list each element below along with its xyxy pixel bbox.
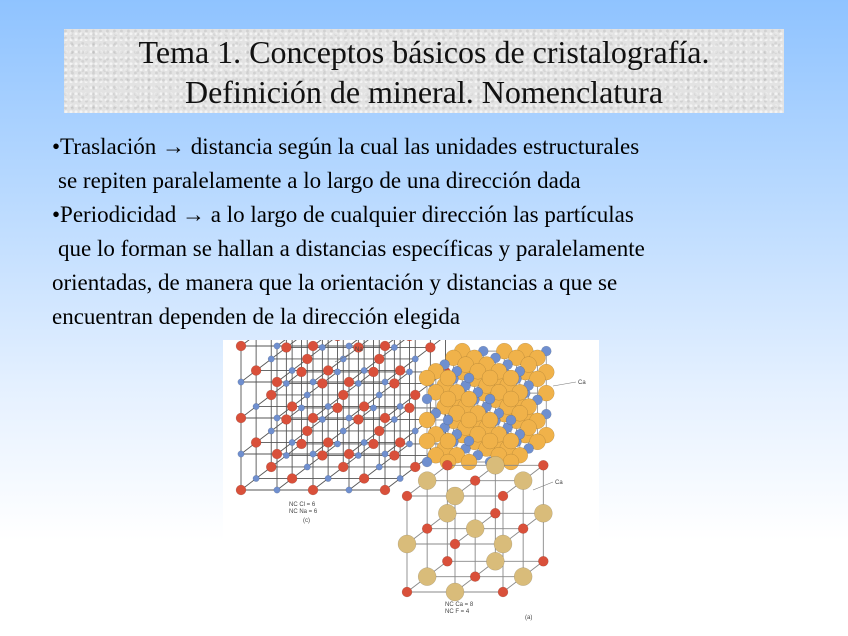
- body-text: [52, 130, 812, 334]
- nacl-panel-label: (c): [303, 518, 310, 524]
- lattice-atom: [534, 504, 552, 522]
- lattice-atom: [376, 464, 382, 470]
- lattice-atom: [236, 341, 246, 351]
- lattice-atom: [503, 370, 519, 386]
- lattice-atom: [440, 391, 456, 407]
- body-line: encuentran dependen de la dirección elegida: [52, 304, 461, 329]
- lattice-atom: [410, 390, 420, 400]
- fluorite-lattice-top: [419, 343, 554, 470]
- lattice-atom: [274, 415, 280, 421]
- lattice-atom: [266, 462, 276, 472]
- nacl-lattice: [236, 340, 450, 495]
- lattice-atom: [353, 414, 363, 424]
- lattice-atom: [391, 344, 397, 350]
- lattice-atom: [412, 428, 418, 434]
- lattice-atom: [346, 415, 352, 421]
- lattice-atom: [470, 476, 480, 486]
- fluorite-top-tag: Ca: [578, 380, 586, 386]
- title-line-1: Tema 1. Conceptos básicos de cristalografía.: [138, 34, 710, 70]
- lattice-atom: [302, 426, 312, 436]
- lattice-atom: [253, 475, 259, 481]
- lattice-atom: [498, 587, 508, 597]
- lattice-atom: [370, 405, 376, 411]
- lattice-atom: [325, 403, 331, 409]
- lattice-atom: [281, 414, 291, 424]
- lattice-atom: [443, 415, 453, 425]
- lattice-atom: [283, 380, 289, 386]
- lattice-atom: [308, 485, 318, 495]
- lattice-atom: [359, 401, 369, 411]
- lattice-atom: [461, 454, 477, 470]
- lattice-atom: [418, 472, 436, 490]
- lattice-atom: [346, 487, 352, 493]
- lattice-atom: [355, 452, 361, 458]
- lattice-atom: [236, 413, 246, 423]
- lattice-atom: [304, 392, 310, 398]
- lattice-atom: [325, 475, 331, 481]
- nacl-nc-na: NC Na = 6: [289, 509, 318, 515]
- fluorite-bottom-tag: Ca: [555, 480, 563, 486]
- lattice-atom: [470, 572, 480, 582]
- lattice-atom: [425, 342, 435, 352]
- lattice-atom: [395, 437, 405, 447]
- lattice-atom: [490, 508, 500, 518]
- lattice-atom: [380, 413, 390, 423]
- lattice-atom: [494, 535, 512, 553]
- lattice-atom: [514, 568, 532, 586]
- lattice-atom: [389, 378, 399, 388]
- lattice-atom: [498, 491, 508, 501]
- lattice-atom: [397, 403, 403, 409]
- lattice-atom: [238, 451, 244, 457]
- lattice-atom: [538, 460, 548, 470]
- lattice-atom: [503, 391, 519, 407]
- lattice-atom: [272, 449, 282, 459]
- body-line: •Traslación → distancia según la cual las unidades estructurales: [52, 134, 640, 159]
- lattice-atom: [419, 433, 435, 449]
- lattice-atom: [482, 370, 498, 386]
- lattice-atom: [464, 436, 474, 446]
- lattice-atom: [238, 379, 244, 385]
- lattice-atom: [397, 475, 403, 481]
- lattice-atom: [334, 369, 340, 375]
- lattice-atom: [461, 391, 477, 407]
- lattice-atom: [268, 428, 274, 434]
- lattice-atom: [422, 394, 432, 404]
- lattice-atom: [274, 487, 280, 493]
- body-line: que lo forman se hallan a distancias específicas y paralelamente: [58, 236, 645, 261]
- lattice-atom: [338, 462, 348, 472]
- lattice-atom: [389, 450, 399, 460]
- lattice-atom: [402, 491, 412, 501]
- lattice-atom: [355, 380, 361, 386]
- lattice-atom: [289, 367, 295, 373]
- lattice-atom: [446, 583, 464, 601]
- lattice-atom: [374, 354, 384, 364]
- lattice-atom: [419, 412, 435, 428]
- lattice-atom: [395, 365, 405, 375]
- lattice-atom: [266, 390, 276, 400]
- lattice-atom: [272, 377, 282, 387]
- lattice-atom: [298, 405, 304, 411]
- lattice-atom: [486, 456, 504, 474]
- lattice-atom: [440, 370, 456, 386]
- lattice-atom: [391, 416, 397, 422]
- lattice-atom: [412, 356, 418, 362]
- lattice-atom: [253, 403, 259, 409]
- lattice-atom: [302, 354, 312, 364]
- lattice-atom: [236, 485, 246, 495]
- lattice-atom: [442, 460, 452, 470]
- crystal-structures-svg: [223, 340, 599, 622]
- lattice-atom: [374, 426, 384, 436]
- crystal-structures-figure: [223, 340, 599, 622]
- lattice-atom: [440, 433, 456, 449]
- lattice-atom: [323, 365, 333, 375]
- lattice-atom: [359, 473, 369, 483]
- lattice-atom: [296, 439, 306, 449]
- lattice-atom: [346, 343, 352, 349]
- lattice-atom: [344, 449, 354, 459]
- lattice-atom: [503, 433, 519, 449]
- lattice-atom: [281, 342, 291, 352]
- lattice-atom: [514, 472, 532, 490]
- lattice-atom: [404, 340, 414, 341]
- lattice-atom: [332, 403, 342, 413]
- lattice-atom: [368, 367, 378, 377]
- lattice-atom: [419, 370, 435, 386]
- lattice-atom: [406, 441, 412, 447]
- lattice-atom: [442, 556, 452, 566]
- lattice-atom: [404, 403, 414, 413]
- lattice-atom: [503, 454, 519, 470]
- lattice-atom: [317, 450, 327, 460]
- lattice-atom: [308, 341, 318, 351]
- lattice-atom: [461, 412, 477, 428]
- lattice-atom: [251, 365, 261, 375]
- lattice-atom: [482, 433, 498, 449]
- body-line: se repiten paralelamente a lo largo de una dirección dada: [58, 168, 581, 193]
- lattice-atom: [466, 520, 484, 538]
- lattice-atom: [538, 556, 548, 566]
- lattice-atom: [296, 367, 306, 377]
- lattice-atom: [410, 462, 420, 472]
- lattice-atom: [418, 568, 436, 586]
- lattice-atom: [382, 379, 388, 385]
- lattice-atom: [368, 439, 378, 449]
- nacl-tag: Na: [355, 347, 363, 353]
- lattice-atom: [518, 524, 528, 534]
- lattice-atom: [289, 439, 295, 445]
- fluorite-nc-f: NC F = 4: [445, 609, 470, 615]
- lattice-atom: [319, 344, 325, 350]
- lattice-atom: [406, 369, 412, 375]
- lattice-atom: [380, 485, 390, 495]
- lattice-atom: [287, 473, 297, 483]
- body-line: orientadas, de manera que la orientación y distancias a que se: [52, 270, 618, 295]
- lattice-atom: [446, 487, 464, 505]
- lattice-atom: [310, 451, 316, 457]
- lattice-atom: [361, 367, 367, 373]
- lattice-atom: [283, 452, 289, 458]
- lattice-atom: [376, 392, 382, 398]
- lattice-atom: [506, 415, 516, 425]
- lattice-atom: [304, 464, 310, 470]
- lattice-atom: [334, 441, 340, 447]
- lattice-atom: [310, 379, 316, 385]
- lattice-atom: [344, 377, 354, 387]
- lattice-atom: [398, 535, 416, 553]
- lattice-atom: [251, 437, 261, 447]
- lattice-atom: [380, 341, 390, 351]
- lattice-atom: [422, 524, 432, 534]
- lattice-atom: [361, 439, 367, 445]
- lattice-atom: [482, 412, 498, 428]
- lattice-atom: [485, 394, 495, 404]
- lattice-atom: [308, 413, 318, 423]
- lattice-atom: [438, 504, 456, 522]
- lattice-atom: [486, 552, 504, 570]
- lattice-atom: [317, 378, 327, 388]
- lattice-atom: [323, 437, 333, 447]
- fluorite-lattice-bottom: [398, 456, 552, 601]
- lattice-atom: [422, 457, 432, 467]
- lattice-atom: [450, 539, 460, 549]
- lattice-atom: [402, 587, 412, 597]
- lattice-atom: [340, 428, 346, 434]
- title-line-2: Definición de mineral. Nomenclatura: [184, 74, 664, 110]
- lattice-atom: [268, 356, 274, 362]
- lattice-atom: [382, 451, 388, 457]
- fluorite-nc-ca: NC Ca = 8: [445, 602, 474, 608]
- lattice-atom: [338, 390, 348, 400]
- body-line: •Periodicidad → a lo largo de cualquier dirección las partículas: [52, 202, 634, 227]
- fluorite-panel-label: (a): [525, 615, 533, 621]
- nacl-nc-cl: NC Cl = 6: [289, 502, 316, 508]
- lattice-atom: [319, 416, 325, 422]
- lattice-atom: [287, 401, 297, 411]
- lattice-atom: [464, 373, 474, 383]
- fluorite-top-tag-leader: [553, 382, 576, 386]
- title-box: [64, 29, 784, 113]
- lattice-atom: [332, 340, 342, 341]
- lattice-atom: [274, 343, 280, 349]
